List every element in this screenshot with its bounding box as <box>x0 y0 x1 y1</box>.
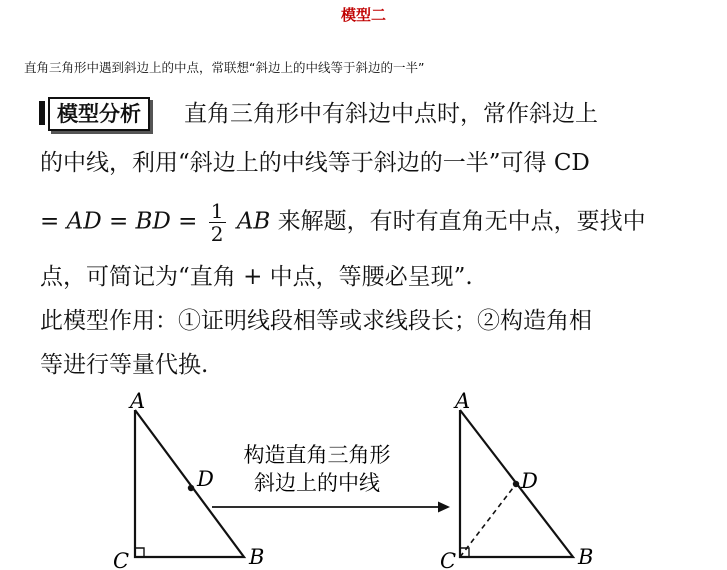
analysis-line-2: 的中线，利用“斜边上的中线等于斜边的一半”可得 CD <box>40 150 590 176</box>
median-cd-dashed <box>460 484 516 557</box>
model-title: 模型二 <box>340 6 386 24</box>
arrow-head-icon <box>438 502 450 513</box>
left-label-a: A <box>130 389 146 413</box>
fraction <box>209 200 226 245</box>
transform-arrow <box>212 443 450 513</box>
arrow-caption-1: 构造直角三角形 <box>243 443 391 467</box>
equation-ab: AB <box>236 208 271 235</box>
equation-rest: 来解题，有时有直角无中点，要找中 <box>277 208 646 235</box>
right-triangle <box>440 389 593 570</box>
equation-text: = AD = BD = <box>40 208 198 235</box>
analysis-line-6: 等进行等量代换. <box>40 352 209 378</box>
left-triangle <box>113 389 264 570</box>
fraction-denominator: 2 <box>210 222 224 246</box>
fraction-numerator: 1 <box>210 199 224 223</box>
left-triangle-sides <box>135 410 244 557</box>
model-subtitle: 直角三角形中遇到斜边上的中点，常联想“斜边上的中线等于斜边的一半” <box>24 60 425 75</box>
analysis-line-4: 点，可简记为“直角 + 中点，等腰必呈现”. <box>40 264 473 290</box>
right-label-a: A <box>455 389 471 413</box>
badge-bar-decoration <box>39 101 45 125</box>
right-midpoint-dot <box>513 481 519 487</box>
geometry-diagram <box>0 380 727 570</box>
left-label-d: D <box>197 467 214 491</box>
right-label-d: D <box>521 469 538 493</box>
analysis-line-5: 此模型作用：①证明线段相等或求线段长；②构造角相 <box>40 308 592 334</box>
left-label-b: B <box>249 545 265 569</box>
analysis-line-1: 直角三角形中有斜边中点时，常作斜边上 <box>184 101 598 127</box>
left-midpoint-dot <box>188 485 194 491</box>
right-label-b: B <box>578 545 594 569</box>
right-label-c: C <box>440 549 457 570</box>
left-label-c: C <box>113 549 130 570</box>
left-right-angle-mark <box>135 548 144 557</box>
analysis-badge: 模型分析 <box>48 97 150 131</box>
analysis-line-3 <box>40 200 646 245</box>
arrow-caption-2: 斜边上的中线 <box>254 471 380 495</box>
